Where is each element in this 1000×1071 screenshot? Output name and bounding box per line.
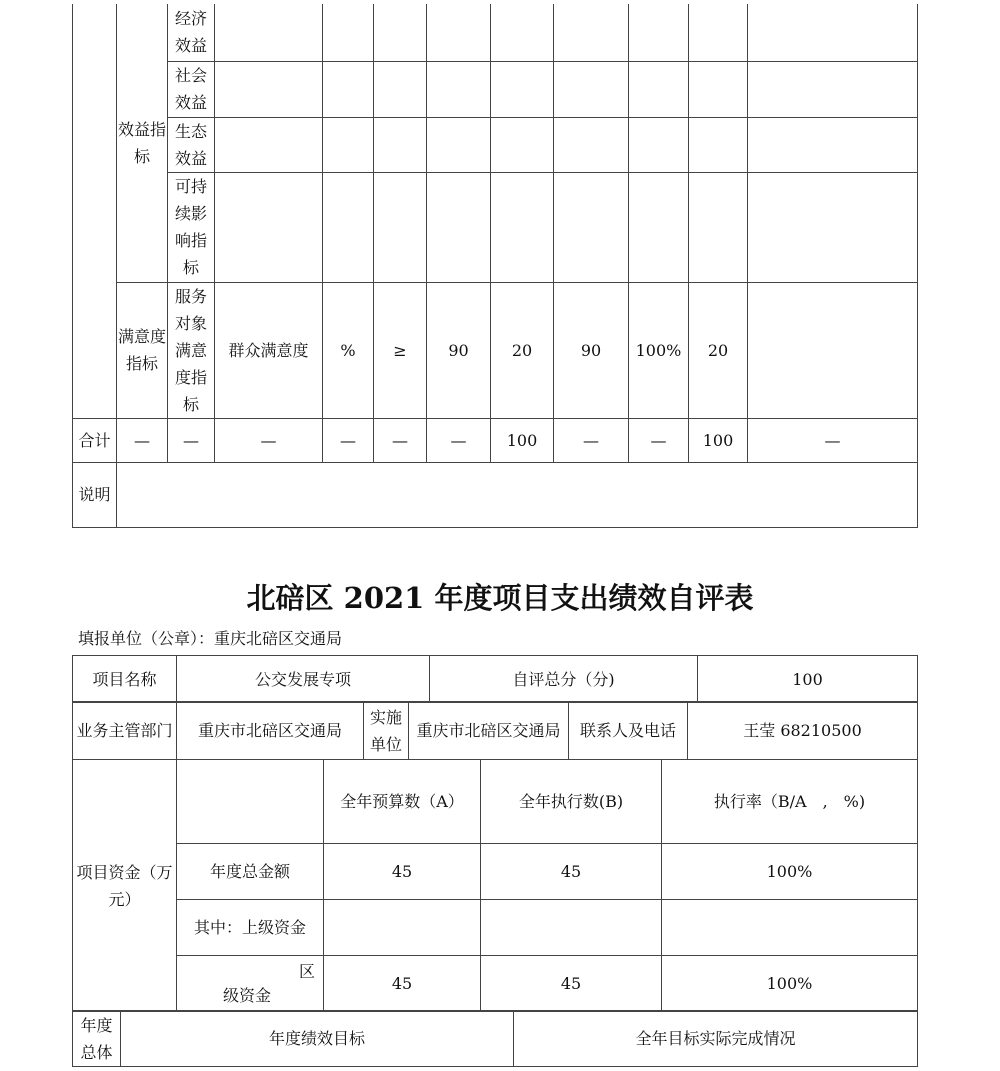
note-row: [73, 462, 918, 527]
fund-budget: [324, 900, 481, 956]
table-row: [73, 900, 918, 956]
satisfaction-weight: 20: [491, 282, 554, 418]
project-header-table: [72, 655, 918, 703]
filing-unit: 填报单位（公章）：重庆北碚区交通局: [78, 629, 343, 648]
score-total: 100: [689, 418, 748, 462]
dash-cell: —: [215, 418, 323, 462]
fund-exec: 45: [481, 956, 662, 1012]
goals-label: 年度总体: [73, 1011, 121, 1067]
weight-total: 100: [491, 418, 554, 462]
satisfaction-operator: ≥: [374, 282, 427, 418]
dash-cell: —: [323, 418, 374, 462]
project-funds-table: [72, 759, 918, 1012]
dept-value: 重庆市北碚区交通局: [177, 702, 364, 760]
satisfaction-indicator-name: 群众满意度: [215, 282, 323, 418]
dash-cell: —: [117, 418, 168, 462]
col-rate: 执行率（B/A , %): [662, 760, 918, 844]
note-content: [117, 462, 918, 527]
dash-cell: —: [748, 418, 918, 462]
page-title: 北碚区 2021 年度项目支出绩效自评表: [246, 581, 754, 615]
project-name-label: 项目名称: [73, 656, 177, 703]
contact-value: 王莹 68210500: [688, 702, 918, 760]
benefit-row-label: 生态效益: [168, 117, 215, 172]
benefit-row-label: 社会效益: [168, 61, 215, 117]
impl-value: 重庆市北碚区交通局: [409, 702, 569, 760]
satisfaction-target: 90: [427, 282, 491, 418]
satisfaction-score: 20: [689, 282, 748, 418]
benefit-row-label: 可持续影响指标: [168, 172, 215, 282]
dash-cell: —: [168, 418, 215, 462]
fund-exec: 45: [481, 844, 662, 900]
fund-row-name: 区 级资金: [177, 956, 324, 1012]
table-row: [73, 956, 918, 1012]
fund-budget: 45: [324, 956, 481, 1012]
benefit-row-label: 经济效益: [168, 4, 215, 61]
benefit-category-cell: 效益指标: [117, 4, 168, 282]
indicator-table-continued: [72, 4, 918, 528]
self-score-label: 自评总分（分): [430, 656, 698, 703]
goals-target-label: 年度绩效目标: [121, 1011, 514, 1067]
dash-cell: —: [374, 418, 427, 462]
total-row: [73, 418, 918, 462]
dash-cell: —: [554, 418, 629, 462]
fund-budget: 45: [324, 844, 481, 900]
dash-cell: —: [427, 418, 491, 462]
satisfaction-unit: %: [323, 282, 374, 418]
fund-exec: [481, 900, 662, 956]
fund-rate: 100%: [662, 956, 918, 1012]
impl-label: 实施单位: [364, 702, 409, 760]
dept-label: 业务主管部门: [73, 702, 177, 760]
empty-first-column: [73, 4, 117, 418]
satisfaction-category-cell: 满意度指标: [117, 282, 168, 418]
total-label: 合计: [73, 418, 117, 462]
satisfaction-sub-cell: 服务对象满意度指标: [168, 282, 215, 418]
satisfaction-rate: 100%: [629, 282, 689, 418]
project-name-value: 公交发展专项: [177, 656, 430, 703]
note-label: 说明: [73, 462, 117, 527]
fund-row-name: 其中：上级资金: [177, 900, 324, 956]
fund-rate: [662, 900, 918, 956]
contact-label: 联系人及电话: [569, 702, 688, 760]
annual-goals-table: [72, 1010, 918, 1067]
fund-row-name: 年度总金额: [177, 844, 324, 900]
funds-label: 项目资金（万元）: [73, 760, 177, 1012]
fund-rate: 100%: [662, 844, 918, 900]
col-budget: 全年预算数（A）: [324, 760, 481, 844]
self-score-value: 100: [698, 656, 918, 703]
goals-actual-label: 全年目标实际完成情况: [514, 1011, 918, 1067]
dash-cell: —: [629, 418, 689, 462]
col-exec: 全年执行数(B): [481, 760, 662, 844]
department-table: [72, 701, 918, 760]
satisfaction-actual: 90: [554, 282, 629, 418]
table-row: [73, 844, 918, 900]
